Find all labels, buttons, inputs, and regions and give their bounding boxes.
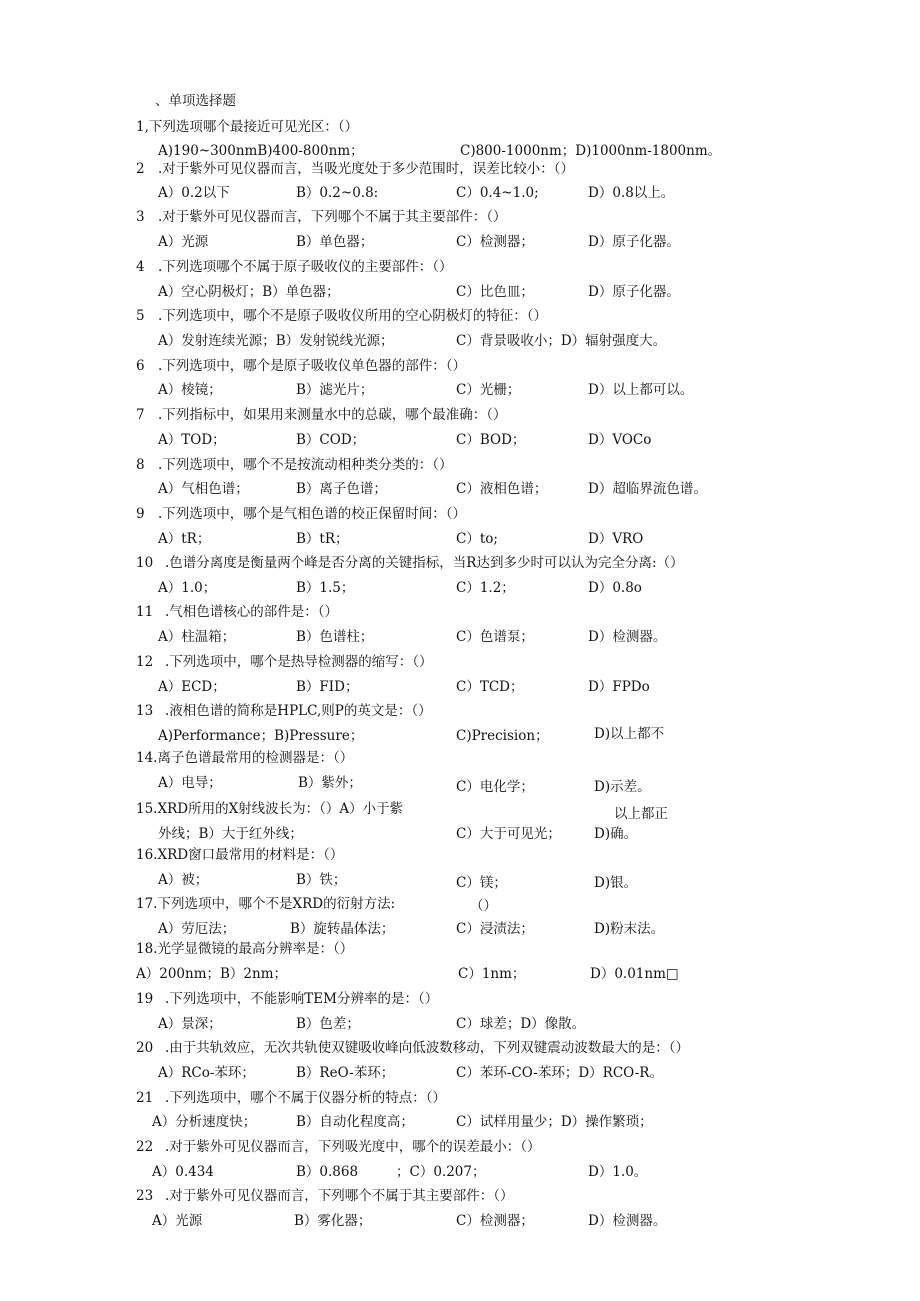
option: C）色谱泵； [456, 629, 534, 645]
question-number: 12 [136, 654, 154, 670]
option: D）原子化器。 [588, 234, 680, 250]
question-number: 11 [136, 604, 154, 620]
option: D）检测器。 [588, 629, 667, 645]
option: C）1.2； [456, 580, 515, 596]
option: D）原子化器。 [588, 284, 680, 300]
option: D）0.8o [588, 580, 642, 596]
question-stem: .下列选项中，不能影响TEM分辨率的是：（） [165, 991, 439, 1007]
option: A）分析速度快； [152, 1114, 257, 1130]
option: D)银。 [594, 875, 638, 891]
option: B）0.2~0.8: [296, 185, 379, 201]
question-stem: .下列选项中，哪个不属于仪器分析的特点：（） [165, 1090, 447, 1106]
option: A）柱温箱； [158, 629, 236, 645]
option: C）光栅； [456, 382, 521, 398]
option: B）COD； [296, 432, 366, 448]
option: B）单色器； [296, 234, 374, 250]
option: C）BOD； [456, 432, 526, 448]
question-stem: .下列选项中，哪个是原子吸收仪单色器的部件：（） [158, 358, 467, 374]
option: B）FID； [296, 679, 359, 695]
option: D）VRO [588, 531, 644, 547]
option: C）背景吸收小；D）辐射强度大。 [456, 333, 667, 349]
question-number: 4 [136, 259, 145, 275]
option: D）FPDo [588, 679, 650, 695]
option: A）0.2以下 [158, 185, 230, 201]
option: D）检测器。 [588, 1213, 667, 1229]
option: A）1.0； [158, 580, 217, 596]
option: A）空心阴极灯；B）单色器； [158, 284, 340, 300]
option: C）大于可见光； [456, 826, 561, 842]
option: C）球差；D）像散。 [456, 1016, 586, 1032]
option: C）液相色谱； [456, 481, 548, 497]
question-number: 10 [136, 555, 154, 571]
question-number: 3 [136, 209, 145, 225]
option: A）发射连续光源；B）发射锐线光源； [158, 333, 394, 349]
option: C）TCD； [456, 679, 524, 695]
option: D)以上都不 [594, 726, 665, 742]
option: A）TOD； [158, 432, 226, 448]
option: B）雾化器； [294, 1213, 372, 1229]
option: D）VOCo [588, 432, 652, 448]
option: C）试样用量少；D）操作繁琐； [456, 1114, 653, 1130]
section-title: 、单项选择题 [155, 93, 236, 109]
option: A)Performance；B)Pressure； [158, 728, 364, 744]
question-stem: .色谱分离度是衡量两个峰是否分离的关键指标，当R达到多少时可以认为完全分离:（） [165, 555, 684, 571]
option: C)800-1000nm；D)1000nm-1800nm。 [460, 143, 722, 159]
option: B）1.5； [296, 580, 355, 596]
question-number: 21 [136, 1090, 154, 1106]
option: 以上都正 [614, 806, 668, 822]
option: C）电化学； [456, 779, 534, 795]
question-stem-continued: 外线；B）大于红外线； [158, 826, 303, 842]
option: D)确。 [594, 826, 638, 842]
option: A）电导； [158, 775, 222, 791]
question-number: 23 [136, 1188, 154, 1204]
question-stem: .下列指标中，如果用来测量水中的总碳，哪个最准确：（） [158, 407, 507, 423]
option: C）镁； [456, 875, 507, 891]
option: A）200nm；B）2nm； [136, 966, 288, 982]
option: A)190~300nmB)400-800nm； [158, 143, 364, 159]
question-number: 6 [136, 358, 145, 374]
option: C）检测器； [456, 1213, 534, 1229]
question-stem: .下列选项哪个不属于原子吸收仪的主要部件：（） [158, 259, 453, 275]
option: C）浸渍法； [456, 921, 534, 937]
option: B）旋转晶体法； [290, 921, 395, 937]
question-stem: .对于紫外可见仪器而言，下列哪个不属于其主要部件：（） [165, 1188, 514, 1204]
option: A）棱镜； [158, 382, 222, 398]
option: C）比色皿； [456, 284, 534, 300]
question-stem: .下列选项中，哪个不是原子吸收仪所用的空心阴极灯的特征：（） [158, 308, 548, 324]
option: D）超临界流色谱。 [588, 481, 707, 497]
question-stem: 17.下列选项中，哪个不是XRD的衍射方法: [136, 896, 396, 912]
question-number: 20 [136, 1040, 154, 1056]
question-number: 8 [136, 457, 145, 473]
option: C）苯环-CO-苯环；D）RCO-R。 [456, 1065, 663, 1081]
question-stem: .下列选项中，哪个是气相色谱的校正保留时间：（） [158, 506, 467, 522]
option: D）0.01nm□ [590, 966, 679, 982]
option: A）劳厄法； [158, 921, 236, 937]
option: B）紫外； [298, 775, 362, 791]
question-stem: .液相色谱的简称是HPLC,则P的英文是：（） [165, 703, 432, 719]
option: B）ReO-苯环； [296, 1065, 395, 1081]
option: B）色差； [296, 1016, 360, 1032]
question-stem: 15.XRD所用的X射线波长为：（）A）小于紫 [136, 801, 404, 817]
option: A）tR； [158, 531, 211, 547]
question-number: 19 [136, 991, 154, 1007]
question-stem: 16.XRD窗口最常用的材料是：（） [136, 847, 344, 863]
question-stem: .对于紫外可见仪器而言，下列吸光度中，哪个的误差最小：（） [165, 1139, 541, 1155]
question-number: 2 [136, 161, 145, 177]
option: A）RCo-苯环； [158, 1065, 255, 1081]
option: A）ECD； [158, 679, 226, 695]
option: D)粉末法。 [594, 921, 665, 937]
question-number: 7 [136, 407, 145, 423]
question-number: 5 [136, 308, 145, 324]
option: B）0.868 [296, 1164, 359, 1180]
option: C)Precision； [456, 728, 549, 744]
option: B）离子色谱； [296, 481, 387, 497]
option: A）光源 [152, 1213, 203, 1229]
option: B）tR； [296, 531, 349, 547]
question-stem: .由于共轨效应，无次共轨使双键吸收峰向低波数移动，下列双键震动波数最大的是：（） [165, 1040, 690, 1056]
option: C）1nm； [458, 966, 526, 982]
option: B）铁； [296, 872, 347, 888]
option: ；C）0.207； [396, 1164, 486, 1180]
question-stem: 14.离子色谱最常用的检测器是：（） [136, 750, 354, 766]
option: C）检测器； [456, 234, 534, 250]
option: A）气相色谱； [158, 481, 249, 497]
question-stem: 18.光学显微镜的最高分辨率是：（） [136, 941, 354, 957]
option: B）色谱柱； [296, 629, 374, 645]
question-stem: 1,下列选项哪个最接近可见光区：（） [136, 119, 359, 135]
option: A）光源 [158, 234, 209, 250]
question-number: 22 [136, 1139, 154, 1155]
option: C）0.4~1.0; [456, 185, 539, 201]
option: D）以上都可以。 [588, 382, 694, 398]
question-stem: .气相色谱核心的部件是：（） [165, 604, 339, 620]
option: B）滤光片； [296, 382, 374, 398]
question-stem: .对于紫外可见仪器而言，当吸光度处于多少范围时，误差比较小：（） [158, 161, 575, 177]
option: D)示差。 [594, 779, 651, 795]
option: A）被； [158, 872, 209, 888]
question-paren: （） [470, 898, 497, 914]
option: B）自动化程度高； [296, 1114, 414, 1130]
option: D）0.8以上。 [588, 185, 675, 201]
question-stem: .对于紫外可见仪器而言，下列哪个不属于其主要部件：（） [158, 209, 507, 225]
option: C）to; [456, 531, 498, 547]
option: D）1.0。 [588, 1164, 648, 1180]
question-number: 13 [136, 703, 154, 719]
option: A）景深； [158, 1016, 222, 1032]
option: A）0.434 [152, 1164, 214, 1180]
question-stem: .下列选项中，哪个不是按流动相种类分类的：（） [158, 457, 453, 473]
question-number: 9 [136, 506, 145, 522]
question-stem: .下列选项中，哪个是热导检测器的缩写：（） [165, 654, 433, 670]
